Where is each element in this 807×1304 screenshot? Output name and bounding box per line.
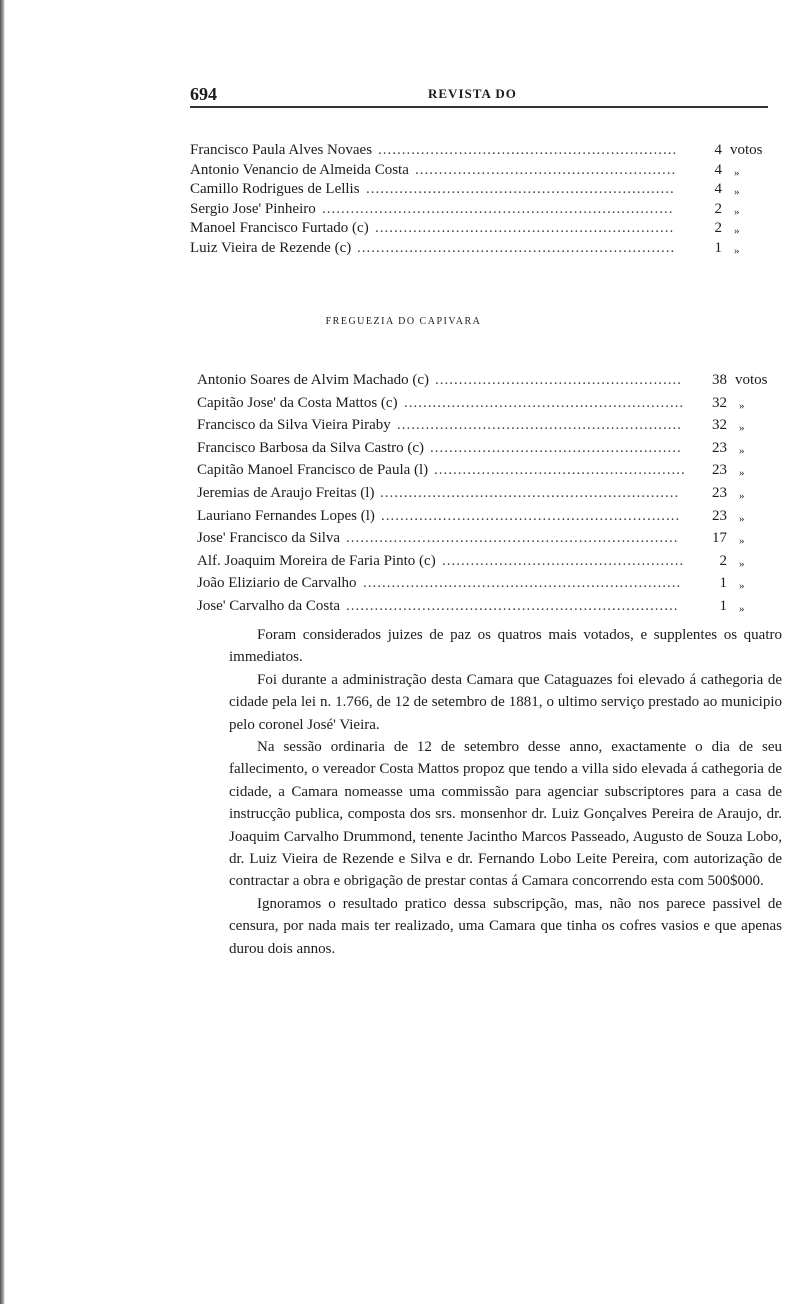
vote-unit: votos: [730, 142, 763, 158]
vote-row: [190, 238, 770, 258]
vote-unit: »: [734, 166, 740, 179]
vote-count: 23: [712, 507, 727, 524]
vote-unit: »: [739, 490, 745, 502]
vote-unit: votos: [735, 372, 768, 388]
candidate-name: Alf. Joaquim Moreira de Faria Pinto (c): [197, 552, 436, 569]
vote-row: [197, 483, 777, 503]
vote-row: [190, 179, 770, 199]
vote-count: 1: [719, 575, 727, 592]
vote-unit: »: [734, 186, 740, 198]
leader-dots: ...............................................................: [378, 142, 678, 158]
vote-unit: »: [739, 444, 745, 457]
vote-unit: »: [739, 557, 745, 570]
candidate-name: Manoel Francisco Furtado (c): [190, 220, 369, 236]
vote-row: [197, 596, 777, 616]
vote-unit: »: [739, 580, 745, 593]
paragraph: Foi durante a administração desta Camara que Cataguazes foi elevado á cathegoria de cidade pela lei n. 1.766, de 12 de setembro de 1881, o ultimo serviço prestado ao municipio pelo coronel José' Vieira.: [229, 671, 782, 733]
vote-unit: »: [739, 512, 745, 525]
vote-row: [197, 528, 777, 548]
candidate-name: Francisco da Silva Vieira Piraby: [197, 417, 391, 434]
vote-unit: »: [734, 244, 740, 257]
candidate-name: Camillo Rodrigues de Lellis: [190, 181, 360, 197]
candidate-name: Jose' Francisco da Silva: [197, 530, 341, 547]
vote-unit: »: [739, 603, 745, 615]
vote-count: 38: [712, 372, 727, 388]
candidate-name: Francisco Barbosa da Silva Castro (c): [197, 439, 425, 456]
leader-dots: .......................................................: [415, 161, 677, 178]
vote-row: [197, 370, 777, 390]
vote-row: [197, 551, 777, 571]
vote-unit: »: [739, 399, 745, 412]
vote-count: 32: [712, 394, 727, 411]
candidate-name: Sergio Jose' Pinheiro: [190, 200, 316, 217]
vote-unit: »: [734, 205, 740, 218]
header-rule: [190, 106, 768, 108]
vote-count: 32: [712, 417, 727, 434]
vote-count: 4: [714, 161, 722, 178]
leader-dots: ...............................................................: [380, 485, 680, 501]
vote-row: [197, 415, 777, 435]
vote-row: [197, 506, 777, 526]
leader-dots: ......................................................................: [346, 530, 679, 547]
candidate-name: Antonio Soares de Alvim Machado (c): [197, 372, 430, 388]
page-number: 694: [190, 84, 217, 104]
vote-count: 1: [714, 239, 722, 256]
vote-count: 2: [719, 552, 727, 569]
vote-count: 2: [714, 200, 722, 217]
body-text: [229, 624, 782, 960]
leader-dots: .................................................................: [366, 181, 675, 197]
leader-dots: ...............................................................: [375, 220, 675, 236]
candidate-name: Capitão Jose' da Costa Mattos (c): [197, 394, 398, 411]
vote-row: [197, 438, 777, 458]
vote-row: [197, 460, 777, 480]
section-title: FREGUEZIA DO CAPIVARA: [325, 316, 482, 327]
vote-count: 23: [712, 485, 727, 501]
vote-row: [190, 140, 770, 160]
leader-dots: ...............................................................: [381, 507, 681, 524]
candidate-name: Jose' Carvalho da Costa: [197, 598, 341, 614]
leader-dots: ............................................................: [397, 417, 682, 434]
leader-dots: ....................................................: [435, 372, 682, 388]
vote-unit: »: [739, 535, 745, 548]
vote-row: [190, 218, 770, 238]
page-header: [190, 84, 770, 108]
vote-count: 2: [714, 220, 722, 236]
leader-dots: ..........................................................................: [322, 200, 674, 217]
vote-count: 4: [714, 142, 722, 158]
vote-row: [190, 199, 770, 219]
vote-row: [197, 573, 777, 593]
running-title: REVISTA DO: [428, 86, 517, 101]
candidate-name: Capitão Manoel Francisco de Paula (l): [197, 462, 429, 479]
candidate-name: Lauriano Fernandes Lopes (l): [197, 507, 375, 524]
vote-unit: »: [739, 422, 745, 435]
vote-count: 23: [712, 439, 727, 456]
vote-row: [197, 393, 777, 413]
paragraph: Na sessão ordinaria de 12 de setembro desse anno, exactamente o dia de seu fallecimento, o vereador Costa Mattos propoz que tendo a villa sido elevada á cathegoria de cidade, a Camara nomeasse uma commissão para agenciar subscriptores para a casa de instrucção publica, composta dos srs. monsenhor dr. Luiz Gonçalves Pereira de Araujo, dr. Joaquim Carvalho Drummond, tenente Jacintho Marcos Passeado, Augusto de Souza Lobo, dr. Luiz Vieira de Rezende e Silva e dr. Fernando Lobo Leite Pereira, com autorização de contractar a obra e obrigação de prestar contas á Camara concorrendo esta com 500$000.: [229, 739, 782, 890]
leader-dots: ...................................................: [442, 552, 685, 569]
leader-dots: ...................................................................: [357, 239, 676, 256]
candidate-name: Francisco Paula Alves Novaes: [190, 142, 373, 158]
candidate-name: Jeremias de Araujo Freitas (l): [197, 485, 375, 501]
vote-unit: »: [734, 225, 740, 237]
vote-count: 23: [712, 462, 727, 479]
vote-unit: »: [739, 467, 745, 480]
candidate-name: João Eliziario de Carvalho: [197, 575, 357, 592]
candidate-name: Antonio Venancio de Almeida Costa: [190, 161, 409, 178]
leader-dots: ...........................................................: [404, 394, 685, 411]
vote-row: [190, 160, 770, 180]
paragraph: Ignoramos o resultado pratico dessa subscripção, mas, não nos parece passivel de censura, por nada mais ter realizado, uma Camara que tinha os cofres vasios e que apenas durou dois annos.: [229, 895, 782, 957]
vote-count: 4: [714, 181, 722, 197]
vote-count: 1: [719, 598, 727, 614]
leader-dots: .....................................................: [434, 462, 686, 479]
leader-dots: ...................................................................: [363, 575, 682, 592]
candidate-name: Luiz Vieira de Rezende (c): [190, 239, 352, 256]
leader-dots: .....................................................: [430, 439, 682, 456]
vote-count: 17: [712, 530, 727, 547]
leader-dots: ......................................................................: [346, 598, 679, 614]
paragraph: Foram considerados juizes de paz os quatros mais votados, e supplentes os quatro immediatos.: [229, 627, 782, 666]
